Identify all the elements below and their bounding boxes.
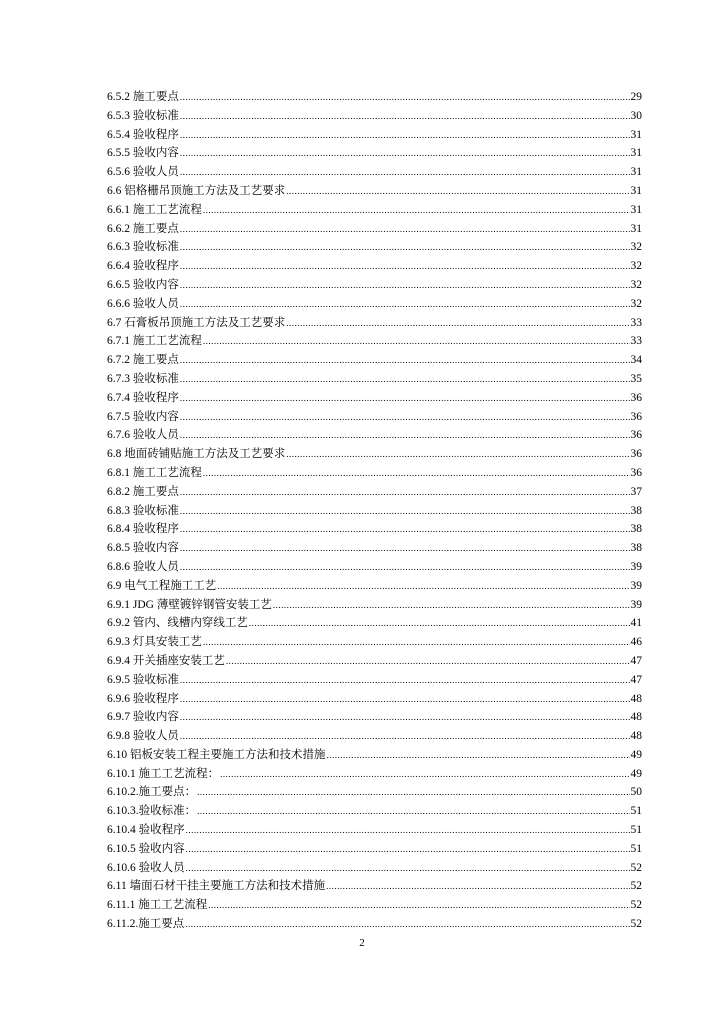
- toc-entry[interactable]: [107, 408, 642, 427]
- toc-entry-title: 6.7.4 验收程序: [107, 391, 179, 404]
- toc-entry-page: 51: [630, 842, 642, 855]
- toc-leader-dots: [180, 126, 630, 145]
- toc-entry-title: 6.7.1 施工工艺流程: [107, 335, 202, 348]
- toc-entry-page: 31: [630, 222, 642, 235]
- toc-entry-page: 39: [630, 579, 642, 592]
- toc-leader-dots: [180, 502, 630, 521]
- toc-entry[interactable]: [107, 765, 642, 784]
- toc-leader-dots: [197, 802, 629, 821]
- toc-entry-title: 6.8.6 验收人员: [107, 560, 179, 573]
- toc-entry[interactable]: [107, 389, 642, 408]
- toc-entry[interactable]: [107, 426, 642, 445]
- toc-entry[interactable]: [107, 257, 642, 276]
- toc-entry[interactable]: [107, 840, 642, 859]
- toc-entry-title: 6.7.3 验收标准: [107, 372, 179, 385]
- toc-entry[interactable]: [107, 163, 642, 182]
- toc-entry[interactable]: [107, 483, 642, 502]
- toc-entry-title: 6.10.4 验收程序: [107, 824, 185, 837]
- toc-entry-title: 6.7.2 施工要点: [107, 354, 179, 367]
- toc-entry-title: 6.5.2 施工要点: [107, 91, 179, 103]
- toc-entry-title: 6.8.5 验收内容: [107, 542, 179, 555]
- toc-entry[interactable]: [107, 464, 642, 483]
- toc-leader-dots: [180, 408, 630, 427]
- toc-entry[interactable]: [107, 821, 642, 840]
- toc-entry[interactable]: [107, 126, 642, 145]
- toc-entry-title: 6.9.3 灯具安装工艺: [107, 636, 202, 649]
- toc-entry-title: 6.6.1 施工工艺流程: [107, 203, 202, 216]
- toc-entry[interactable]: [107, 88, 642, 107]
- toc-entry[interactable]: [107, 558, 642, 577]
- toc-entry-title: 6.11 墙面石材干挂主要施工方法和技术措施: [107, 880, 326, 893]
- toc-entry-title: 6.9 电气工程施工工艺: [107, 579, 217, 592]
- toc-leader-dots: [185, 915, 629, 934]
- toc-leader-dots: [180, 483, 630, 502]
- toc-entry[interactable]: [107, 896, 642, 915]
- toc-entry-page: 34: [630, 354, 642, 367]
- toc-entry-title: 6.10.5 验收内容: [107, 842, 185, 855]
- toc-entry[interactable]: [107, 370, 642, 389]
- toc-entry-page: 32: [630, 260, 642, 273]
- toc-leader-dots: [203, 201, 630, 220]
- toc-leader-dots: [180, 727, 630, 746]
- toc-entry-page: 49: [630, 748, 642, 761]
- toc-leader-dots: [180, 88, 630, 107]
- toc-leader-dots: [197, 783, 629, 802]
- toc-leader-dots: [220, 765, 629, 784]
- toc-leader-dots: [180, 426, 630, 445]
- toc-entry-title: 6.6.2 施工要点: [107, 222, 179, 235]
- toc-entry-title: 6.7 石膏板吊顶施工方法及工艺要求: [107, 316, 286, 329]
- toc-leader-dots: [186, 821, 630, 840]
- toc-entry[interactable]: [107, 539, 642, 558]
- toc-entry-title: 6.8.4 验收程序: [107, 523, 179, 536]
- toc-entry-title: 6.5.4 验收程序: [107, 128, 179, 141]
- toc-leader-dots: [180, 276, 630, 295]
- toc-entry-page: 39: [630, 598, 642, 611]
- toc-leader-dots: [180, 558, 630, 577]
- toc-leader-dots: [326, 877, 629, 896]
- toc-entry[interactable]: [107, 295, 642, 314]
- toc-leader-dots: [208, 896, 629, 915]
- toc-entry[interactable]: [107, 671, 642, 690]
- toc-entry-title: 6.9.4 开关插座安装工艺: [107, 654, 225, 667]
- toc-entry-title: 6.9.1 JDG 薄壁镀锌钢管安装工艺: [107, 598, 272, 611]
- toc-leader-dots: [249, 614, 630, 633]
- toc-entry-page: 29: [630, 91, 642, 103]
- toc-entry-page: 32: [630, 297, 642, 310]
- toc-entry-title: 6.9.2 管内、线槽内穿线工艺: [107, 617, 248, 630]
- toc-entry[interactable]: [107, 220, 642, 239]
- toc-entry-title: 6.6.4 验收程序: [107, 260, 179, 273]
- toc-leader-dots: [180, 257, 630, 276]
- toc-leader-dots: [286, 314, 629, 333]
- toc-entry-page: 38: [630, 523, 642, 536]
- toc-leader-dots: [180, 671, 630, 690]
- toc-leader-dots: [180, 690, 630, 709]
- toc-leader-dots: [327, 746, 630, 765]
- toc-entry-title: 6.9.8 验收人员: [107, 730, 179, 743]
- toc-entry-title: 6.11.1 施工工艺流程: [107, 899, 208, 912]
- toc-entry-page: 51: [630, 805, 642, 818]
- toc-entry-page: 39: [630, 560, 642, 573]
- toc-entry-page: 33: [630, 335, 642, 348]
- toc-entry-title: 6.5.5 验收内容: [107, 147, 179, 160]
- toc-entry-page: 48: [630, 730, 642, 743]
- toc-leader-dots: [180, 220, 630, 239]
- toc-entry[interactable]: [107, 727, 642, 746]
- page-number: 2: [359, 937, 365, 949]
- toc-entry[interactable]: [107, 708, 642, 727]
- toc-entry[interactable]: [107, 144, 642, 163]
- toc-entry-page: 46: [630, 636, 642, 649]
- toc-entry-title: 6.10.2.施工要点：: [107, 786, 197, 799]
- toc-entry-page: 31: [630, 128, 642, 141]
- toc-entry-page: 30: [630, 109, 642, 122]
- toc-entry-page: 32: [630, 241, 642, 254]
- toc-entry-page: 41: [630, 617, 642, 630]
- toc-entry-title: 6.7.6 验收人员: [107, 429, 179, 442]
- toc-leader-dots: [226, 652, 630, 671]
- toc-entry-title: 6.5.6 验收人员: [107, 166, 179, 179]
- toc-leader-dots: [180, 520, 630, 539]
- toc-entry-page: 38: [630, 542, 642, 555]
- toc-entry-page: 36: [630, 466, 642, 479]
- toc-entry-page: 37: [630, 485, 642, 498]
- toc-entry[interactable]: [107, 351, 642, 370]
- toc-entry[interactable]: [107, 238, 642, 257]
- toc-entry[interactable]: [107, 577, 642, 596]
- toc-entry-title: 6.8.1 施工工艺流程: [107, 466, 202, 479]
- toc-entry-title: 6.8.2 施工要点: [107, 485, 179, 498]
- toc-leader-dots: [203, 633, 630, 652]
- toc-entry[interactable]: [107, 332, 642, 351]
- table-of-contents: [107, 88, 642, 934]
- toc-entry[interactable]: [107, 802, 642, 821]
- toc-leader-dots: [180, 238, 630, 257]
- toc-entry-page: 52: [630, 861, 642, 874]
- toc-entry-title: 6.6.3 验收标准: [107, 241, 179, 254]
- toc-entry[interactable]: [107, 783, 642, 802]
- toc-leader-dots: [186, 859, 630, 878]
- toc-entry-title: 6.10.3.验收标准：: [107, 805, 197, 818]
- toc-leader-dots: [180, 370, 630, 389]
- toc-entry-page: 48: [630, 692, 642, 705]
- toc-entry-title: 6.6.5 验收内容: [107, 278, 179, 291]
- toc-leader-dots: [180, 144, 630, 163]
- toc-entry-page: 38: [630, 504, 642, 517]
- toc-entry[interactable]: [107, 652, 642, 671]
- toc-entry-title: 6.10 铝板安装工程主要施工方法和技术措施: [107, 748, 326, 761]
- toc-entry-page: 32: [630, 278, 642, 291]
- toc-entry[interactable]: [107, 520, 642, 539]
- toc-entry-title: 6.8.3 验收标准: [107, 504, 179, 517]
- toc-leader-dots: [180, 295, 630, 314]
- toc-entry[interactable]: [107, 314, 642, 333]
- toc-entry-page: 31: [630, 203, 642, 216]
- toc-leader-dots: [186, 840, 630, 859]
- toc-entry[interactable]: [107, 614, 642, 633]
- toc-entry[interactable]: [107, 877, 642, 896]
- toc-entry-title: 6.10.1 施工工艺流程：: [107, 767, 220, 780]
- toc-entry-page: 52: [630, 918, 642, 931]
- toc-leader-dots: [286, 445, 629, 464]
- toc-entry-page: 35: [630, 372, 642, 385]
- toc-entry-page: 31: [630, 184, 642, 197]
- toc-leader-dots: [180, 708, 630, 727]
- toc-leader-dots: [180, 163, 630, 182]
- toc-entry-title: 6.9.7 验收内容: [107, 711, 179, 724]
- toc-entry[interactable]: [107, 502, 642, 521]
- toc-entry-title: 6.9.5 验收标准: [107, 673, 179, 686]
- toc-entry[interactable]: [107, 107, 642, 126]
- toc-entry-page: 47: [630, 673, 642, 686]
- toc-entry-title: 6.10.6 验收人员: [107, 861, 185, 874]
- toc-leader-dots: [203, 464, 630, 483]
- toc-entry-page: 33: [630, 316, 642, 329]
- toc-entry-title: 6.8 地面砖铺贴施工方法及工艺要求: [107, 448, 286, 461]
- toc-entry[interactable]: [107, 746, 642, 765]
- toc-entry-title: 6.11.2.施工要点: [107, 918, 185, 931]
- toc-entry[interactable]: [107, 915, 642, 934]
- toc-entry-page: 51: [630, 824, 642, 837]
- toc-entry[interactable]: [107, 182, 642, 201]
- toc-entry-page: 52: [630, 880, 642, 893]
- toc-leader-dots: [180, 389, 630, 408]
- toc-entry-page: 36: [630, 429, 642, 442]
- toc-leader-dots: [203, 332, 630, 351]
- toc-leader-dots: [286, 182, 629, 201]
- toc-leader-dots: [180, 539, 630, 558]
- toc-entry-page: 47: [630, 654, 642, 667]
- toc-entry-page: 36: [630, 391, 642, 404]
- toc-entry-page: 31: [630, 147, 642, 160]
- toc-entry-title: 6.7.5 验收内容: [107, 410, 179, 423]
- toc-entry-page: 48: [630, 711, 642, 724]
- toc-entry-title: 6.6.6 验收人员: [107, 297, 179, 310]
- toc-entry-page: 49: [630, 767, 642, 780]
- toc-entry-page: 52: [630, 899, 642, 912]
- toc-leader-dots: [217, 577, 629, 596]
- toc-entry[interactable]: [107, 859, 642, 878]
- toc-entry-title: 6.6 铝格栅吊顶施工方法及工艺要求: [107, 184, 286, 197]
- toc-entry-page: 31: [630, 166, 642, 179]
- toc-entry[interactable]: [107, 690, 642, 709]
- toc-leader-dots: [180, 351, 630, 370]
- toc-entry-page: 50: [630, 786, 642, 799]
- toc-entry[interactable]: [107, 633, 642, 652]
- toc-entry[interactable]: [107, 596, 642, 615]
- toc-entry-title: 6.5.3 验收标准: [107, 109, 179, 122]
- toc-leader-dots: [273, 596, 630, 615]
- toc-entry-page: 36: [630, 410, 642, 423]
- toc-entry-page: 36: [630, 448, 642, 461]
- toc-entry[interactable]: [107, 445, 642, 464]
- toc-entry[interactable]: [107, 276, 642, 295]
- toc-entry[interactable]: [107, 201, 642, 220]
- toc-leader-dots: [180, 107, 630, 126]
- toc-entry-title: 6.9.6 验收程序: [107, 692, 179, 705]
